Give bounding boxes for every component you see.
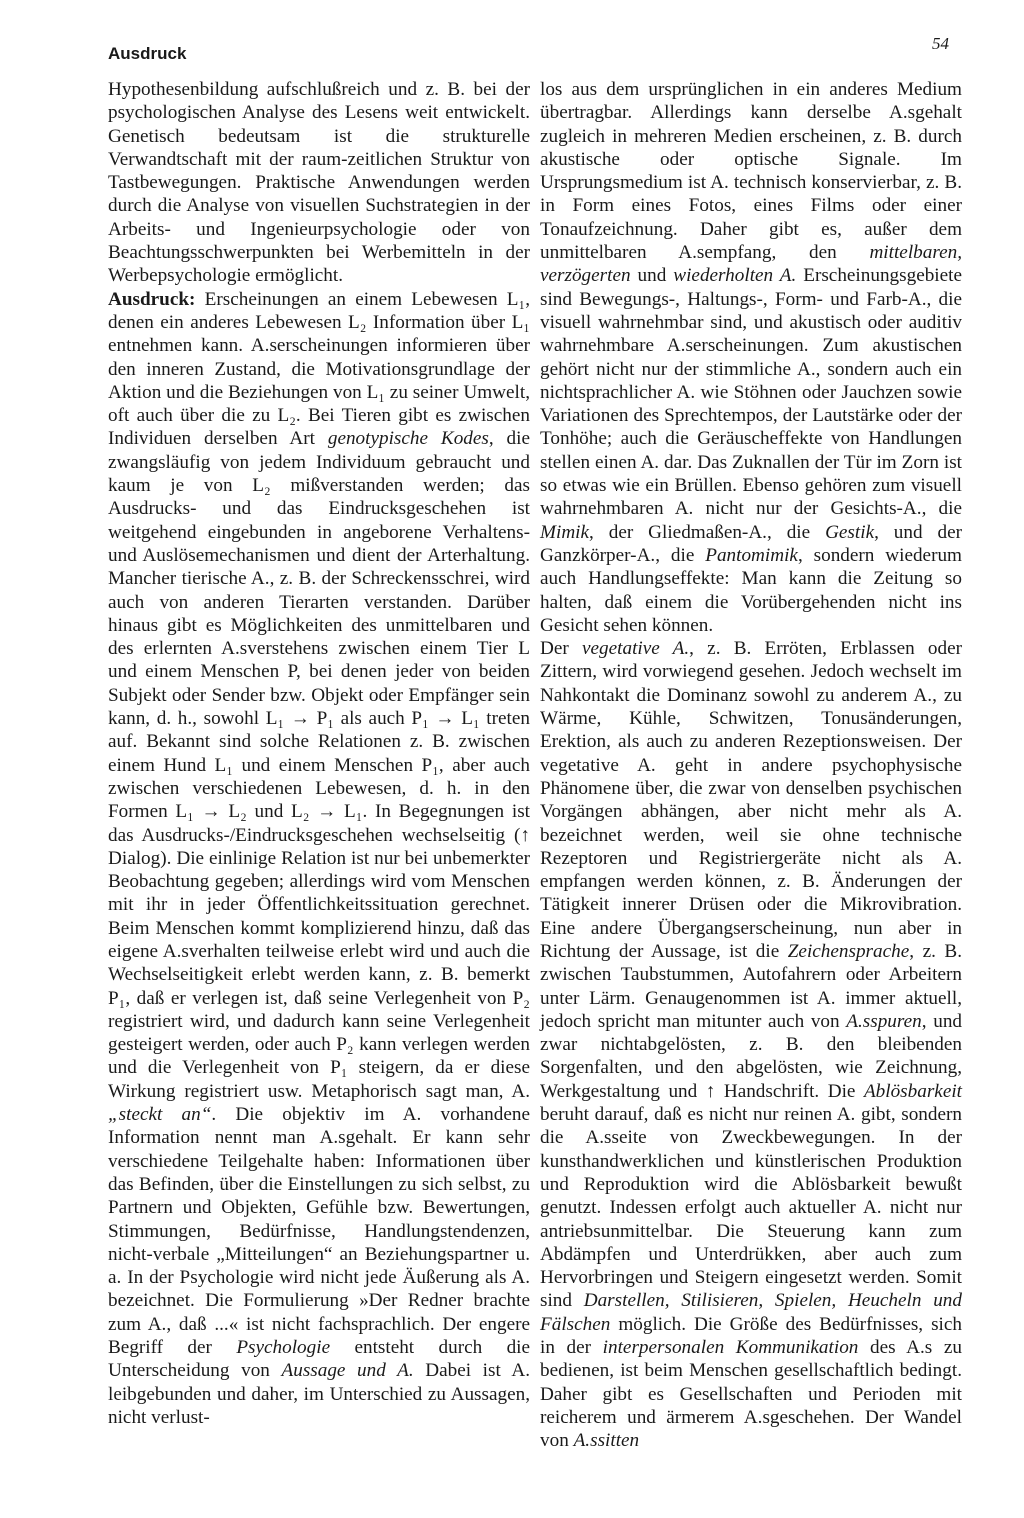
entry-ausdruck — [108, 288, 530, 1430]
text-run: , z. B. zwischen Taubstummen, Autofahrern oder Arbeitern unter Lärm. Genaugenommen ist A. immer aktuell, jedoch spricht man mitunter auch von — [540, 940, 962, 1032]
paragraph — [540, 637, 962, 1452]
text-run: möglich. Die Größe des Bedürfnisses, sich in der — [540, 1313, 962, 1359]
italic-term: Darstellen, Stilisieren, Spielen, Heucheln und Fälschen — [540, 1290, 962, 1335]
text-run: los aus dem ursprünglichen in ein anderes Medium übertragbar. Allerdings kann derselbe A.sgehalt zugleich in mehreren Medien erscheinen, z. B. durch akustische oder optische Signale. Im Ursprungsmedium ist A. technisch konservierbar, z. B. in Form eines Fotos, eines Films oder einer Tonaufzeichnung. Daher gibt es, außer dem unmittelbaren A.sempfang, den — [540, 79, 962, 264]
text-run: und — [630, 265, 674, 287]
right-column — [540, 78, 962, 1453]
text-run: , sondern wiederum auch Handlungseffekte: Man kann die Zeitung so halten, daß einem die Vorübergehenden nicht ins Gesicht sehen können. — [540, 544, 962, 636]
text-run: Der — [540, 638, 582, 660]
italic-term: Gestik — [825, 521, 875, 543]
text-run: Erscheinungen an einem Lebewesen L₁, denen ein anderes Lebewesen L₂ Information über L₁ entnehmen kann. A.serscheinungen informieren über den inneren Zustand, die Motivationsgrundlage der Aktion und die Beziehungen von L₁ zu seiner Umwelt, oft auch über die zu L₂. Bei Tieren gibt es zwischen Individuen derselben Art — [108, 288, 530, 450]
italic-term: Psychologie — [236, 1337, 331, 1359]
italic-term: Zeichensprache — [787, 940, 910, 962]
entry-term: Ausdruck: — [108, 288, 196, 310]
italic-term: A.sspuren — [846, 1010, 922, 1032]
text-run: Erscheinungsgebiete sind Bewegungs-, Haltungs-, Form- und Farb-A., die visuell wahrnehmbar sind, und akustisch oder auditiv wahrnehmbare A.serscheinungen. Zum akustischen gehört nicht nur der stimmliche A., sondern auch ein nichtsprachlicher A. wie Stöhnen oder Jauchzen sowie Variationen des Sprechtempos, der Lautstärke oder der Tonhöhe; auch die Geräuscheffekte von Handlungen stellen einen A. dar. Das Zuknallen der Tür im Zorn ist so etwas wie ein Brüllen. Ebenso gehören zum visuell wahrnehmbaren A. nicht nur der Gesichts-A., die — [540, 265, 962, 520]
italic-term: Ablösbarkeit — [863, 1080, 962, 1102]
text-run: , z. B. Erröten, Erblassen oder Zittern, wird vorwiegend gesehen. Jedoch wechselt im Nahkontakt die Dominanz sowohl zu anderem A., zu Wärme, Kühle, Schwitzen, Tonusänderungen, Erektion, als auch zu anderen Rezeptionsweisen. Der vegetative A. geht in andere psychophysische Phänomene über, die zwar von denselben psychischen Vorgängen abhängen, aber nicht mehr als A. bezeichnet werden, weil sie ohne technische Rezeptoren und Registriergeräte nicht als A. empfangen werden können, z. B. Änderungen der Tätigkeit innerer Drüsen oder die Mikrovibration. Eine andere Übergangserscheinung, nun aber in Richtung der Aussage, ist die — [540, 638, 962, 962]
italic-term: A.ssitten — [573, 1430, 640, 1452]
italic-term: „steckt an“ — [108, 1104, 212, 1126]
text-run: , die zwangsläufig von jedem Individuum gebraucht und kaum je von L₂ mißverstanden werden; das Ausdrucks- und das Eindrucksgeschehen ist weitgehend eingebunden in angeborene Verhaltens- und Auslösemechanismen und dient der Arterhaltung. Mancher tierische A., z. B. der Schreckensschrei, wird auch von anderen Tierarten verstanden. Darüber hinaus gibt es Möglichkeiten des unmittelbaren und des erlernten A.sverstehens zwischen einem Tier L und einem Menschen P, bei denen jeder von beiden Subjekt oder Sender bzw. Objekt oder Empfänger sein kann, d. h., sowohl L₁ → P₁ als auch P₁ → L₁ treten auf. Bekannt sind solche Relationen z. B. zwischen einem Hund L₁ und einem Menschen P₁, aber auch zwischen verschiedenen Lebewesen, d. h. in den Formen L₁ → L₂ und L₂ → L₁. In Begegnungen ist das Ausdrucks-/Eindrucksgeschehen wechselseitig (↑ Dialog). Die einlinige Relation ist nur bei unbemerkter Beobachtung gegeben; allerdings wird vom Menschen mit ihr in jeder Öffentlichkeitssituation gerechnet. Beim Menschen kommt komplizierend hinzu, daß das eigene A.sverhalten teilweise erlebt wird und auch die Wechselseitigkeit erlebt werden kann, z. B. bemerkt P₁, daß er verlegen ist, daß seine Verlegenheit von P₂ registriert wird, und dadurch kann seine Verlegenheit gesteigert werden, oder auch P₂ kann verlegen werden und die Verlegenheit von P₁ steigern, da er diese Wirkung registriert usw. Metaphorisch sagt man, A. — [108, 428, 531, 1102]
running-head: Ausdruck — [108, 44, 187, 63]
italic-term: vegetative A. — [582, 638, 690, 660]
italic-term: mittelbaren, verzögerten — [540, 242, 962, 287]
left-column — [108, 78, 530, 1429]
italic-term: Mimik — [540, 521, 590, 543]
paragraph — [540, 78, 962, 637]
text-run: entsteht durch die Unterscheidung von — [108, 1337, 531, 1382]
italic-term: Pantomimik — [705, 544, 798, 566]
italic-term: interpersonalen Kommunikation — [602, 1337, 859, 1359]
italic-term: wiederholten A. — [673, 265, 797, 287]
italic-term: Aussage und A. — [281, 1360, 414, 1382]
text-run: . Die objektiv im A. vorhandene Information nennt man A.sgehalt. Er kann sehr verschiedene Teilgehalte haben: Informationen über das Befinden, über die Einstellungen zu sich selbst, zu Partnern und Objekten, Gefühle bzw. Bewertungen, Stimmungen, Bedürfnisse, Handlungstendenzen, nicht-verbale „Mitteilungen“ an Beziehungspartner u. a. In der Psychologie wird nicht jede Äußerung als A. bezeichnet. Die Formulierung »Der Redner brachte zum A., daß ...« ist nicht fachsprachlich. Der engere Begriff der — [108, 1104, 530, 1359]
page-number: 54 — [932, 34, 949, 53]
text-run: , der Gliedmaßen-A., die — [589, 521, 826, 543]
paragraph-continuation: Hypothesenbildung aufschlußreich und z. B. bei der psychologischen Analyse des Lesens weit entwickelt. Genetisch bedeutsam ist die strukturelle Verwandtschaft mit der raum-zeitlichen Struktur von Tastbewegungen. Praktische Anwendungen werden durch die Analyse von visuellen Suchstrategien in der Arbeits- und Ingenieurpsychologie oder von Beachtungsschwerpunkten bei Werbemitteln in der Werbepsychologie ermöglicht. — [108, 79, 530, 287]
italic-term: genotypische Kodes — [327, 428, 489, 450]
text-run: Dabei ist A. leibgebunden und daher, im Unterschied zu Aussagen, nicht verlust- — [108, 1360, 530, 1428]
text-run: , und der Ganzkörper-A., die — [540, 521, 963, 566]
text-run: des A.s zu bedienen, ist beim Menschen gesellschaftlich bedingt. Daher gibt es Gesellschaften und Perioden mit reicherem und ärmerem A.sgeschehen. Der Wandel von — [540, 1337, 962, 1452]
text-run: , und zwar nichtabgelösten, z. B. den bleibenden Sorgenfalten, und den abgelösten, wie Zeichnung, Werkgestaltung und ↑ Handschrift. Die — [540, 1010, 962, 1102]
text-run: beruht darauf, daß es nicht nur reinen A. gibt, sondern die A.sseite von Zweckbewegungen. In der kunsthandwerklichen und künstlerischen Produktion und Reproduktion wird die Ablösbarkeit bewußt genutzt. Indessen erfolgt auch aktueller A. nicht nur antriebsunmittelbar. Die Steuerung kann zum Abdämpfen und Unterdrükken, aber auch zum Hervorbringen und Steigern eingesetzt werden. Somit sind — [540, 1104, 962, 1312]
